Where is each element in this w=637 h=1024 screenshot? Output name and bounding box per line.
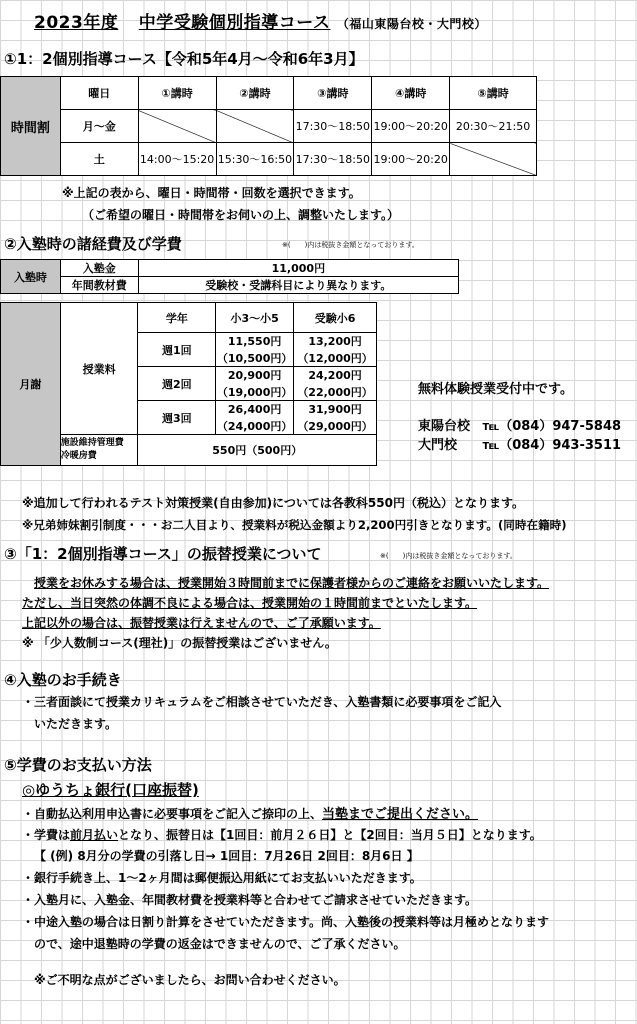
- payment-line5: ・入塾月に、入塾金、年間教材費を授業料等と合わせてご請求させていただきます。: [22, 893, 478, 907]
- tuition-price: 20,900円: [216, 367, 294, 384]
- title-sub: （福山東陽台校・大門校）: [336, 17, 487, 31]
- entry-side-label: 入塾時: [1, 260, 61, 294]
- school1-tel: ℡（084）947-5848: [482, 419, 622, 434]
- schedule-cell: 15:30～16:50: [216, 143, 294, 176]
- schedule-table: [0, 76, 537, 176]
- section2-heading: ②入塾時の諸経費及び学費: [4, 235, 182, 253]
- material-label: 年間教材費: [60, 277, 138, 294]
- schedule-header: ③講時: [294, 77, 372, 110]
- reschedule-line1: 授業をお休みする場合は、授業開始３時間前までに保護者様からのご連絡をお願いいたします。: [34, 576, 550, 590]
- payment-line2: [22, 826, 542, 843]
- tuition-price-ex-tax: （19,000円）: [216, 384, 294, 401]
- section1-note2: （ご希望の曜日・時間帯をお伺いの上、調整いたします。）: [82, 208, 400, 222]
- tuition-price-ex-tax: （22,000円）: [294, 384, 377, 401]
- tuition-row-label: 週2回: [138, 367, 216, 401]
- payment-line2b: 前月払い: [70, 828, 119, 842]
- tuition-label: 授業料: [60, 303, 138, 435]
- tuition-price: 11,550円: [216, 333, 294, 350]
- school1-contact: [418, 415, 621, 434]
- reschedule-line4: ※ 「少人数制コース(理社)」の振替授業はございません。: [22, 636, 337, 650]
- schedule-cell-empty: [450, 143, 537, 176]
- facility-label: [60, 435, 138, 466]
- entry-fee-value: 11,000円: [138, 260, 458, 277]
- facility-value: 550円（500円）: [138, 435, 377, 466]
- reschedule-line3: 上記以外の場合は、振替授業は行えませんので、ご了承願います。: [22, 616, 381, 630]
- schedule-header: ④講時: [372, 77, 450, 110]
- payment-line1a: ・自動払込利用申込書に必要事項をご記入ご捺印の上、: [22, 807, 323, 821]
- tuition-price-ex-tax: （29,000円）: [294, 418, 377, 435]
- schedule-header: ①講時: [138, 77, 216, 110]
- entry-fee-label: 入塾金: [60, 260, 138, 277]
- payment-line7: ので、途中退塾時の学費の返金はできませんので、ご了承ください。: [34, 937, 406, 951]
- section3-tax-note: ※( )内は税抜き金額となっております。: [380, 552, 517, 560]
- title-main: 中学受験個別指導コース: [138, 13, 331, 33]
- title-year: 2023年度: [34, 13, 119, 33]
- tuition-row-label: 週3回: [138, 401, 216, 435]
- payment-line2a: ・学費は: [22, 828, 71, 842]
- section2-note2: ※兄弟姉妹割引制度・・・お二人目より、授業料が税込金額より2,200円引きとなります。(同時在籍時): [22, 518, 567, 532]
- payment-line1b: 当塾までご提出ください。: [322, 807, 479, 822]
- schedule-day: 月～金: [60, 110, 138, 143]
- schedule-cell: 20:30～21:50: [450, 110, 537, 143]
- tuition-price-ex-tax: （24,000円）: [216, 418, 294, 435]
- section3-heading: ③「1：2個別指導コース」の振替授業について: [4, 545, 322, 563]
- schedule-cell-empty: [138, 110, 216, 143]
- col-grade-a: 小3～小5: [216, 303, 294, 333]
- closing-note: ※ご不明な点がございましたら、お問い合わせください。: [34, 973, 346, 987]
- tuition-row-label: 週1回: [138, 333, 216, 367]
- section4-heading: ④入塾のお手続き: [4, 671, 122, 689]
- tuition-price-ex-tax: （12,000円）: [294, 350, 377, 367]
- tuition-price-ex-tax: （10,500円）: [216, 350, 294, 367]
- schedule-cell: 19:00～20:20: [372, 110, 450, 143]
- section1-heading: ①1：2個別指導コース【令和5年4月～令和6年3月】: [4, 50, 364, 68]
- trial-notice: 無料体験授業受付中です。: [418, 382, 573, 397]
- bank-heading: ◎ゆうちょ銀行(口座振替): [22, 781, 199, 799]
- schedule-cell-empty: [216, 110, 294, 143]
- col-grade: 学年: [138, 303, 216, 333]
- payment-example: 【 (例) 8月分の学費の引落し日→ 1回目：7月26日 2回目：8月6日 】: [34, 849, 419, 863]
- schedule-cell: 17:30～18:50: [294, 110, 372, 143]
- monthly-fee-table: [0, 302, 377, 466]
- reschedule-line2: ただし、当日突然の体調不良による場合は、授業開始の１時間前までといたします。: [22, 596, 478, 610]
- material-value: 受験校・受講科目により異なります。: [138, 277, 458, 294]
- payment-line1: [22, 803, 478, 822]
- facility-label-line2: 冷暖房費: [60, 451, 97, 461]
- school2-tel: ℡（084）943-3511: [482, 438, 622, 453]
- school2-name: 大門校: [418, 438, 458, 453]
- schedule-header: 曜日: [60, 77, 138, 110]
- tax-note: ※( )内は税抜き金額となっております。: [282, 241, 419, 249]
- section1-note1: ※上記の表から、曜日・時間帯・回数を選択できます。: [62, 186, 361, 200]
- schedule-day: 土: [60, 143, 138, 176]
- col-grade-b: 受験小6: [294, 303, 377, 333]
- payment-line4: ・銀行手続き上、1～2ヶ月間は郵便振込用紙にてお支払いいただきます。: [22, 871, 422, 885]
- procedure-line2: いただきます。: [34, 717, 118, 731]
- tuition-price: 26,400円: [216, 401, 294, 418]
- schedule-cell: 17:30～18:50: [294, 143, 372, 176]
- schedule-header: ⑤講時: [450, 77, 537, 110]
- facility-label-line1: 施設維持管理費: [60, 438, 124, 448]
- payment-line2c: となり、振替日は【1回目：前月２６日】と【2回目：当月５日】となります。: [118, 828, 542, 842]
- payment-line6: ・中途入塾の場合は日割り計算をさせていただきます。尚、入塾後の授業料等は月極めとなります: [22, 915, 550, 929]
- schedule-side-label: 時間割: [1, 77, 61, 176]
- monthly-side-label: 月謝: [1, 303, 61, 466]
- school2-contact: [418, 434, 621, 453]
- section2-note1: ※追加して行われるテスト対策授業(自由参加)については各教科550円（税込）となります。: [22, 496, 525, 510]
- schedule-cell: 14:00～15:20: [138, 143, 216, 176]
- section5-heading: ⑤学費のお支払い方法: [4, 756, 152, 774]
- procedure-line1: ・三者面談にて授業カリキュラムをご相談させていただき、入塾書類に必要事項をご記入: [22, 695, 502, 709]
- page-title: [34, 8, 487, 33]
- entry-fee-table: [0, 259, 459, 294]
- schedule-header: ②講時: [216, 77, 294, 110]
- tuition-price: 31,900円: [294, 401, 377, 418]
- schedule-cell: 19:00～20:20: [372, 143, 450, 176]
- tuition-price: 24,200円: [294, 367, 377, 384]
- tuition-price: 13,200円: [294, 333, 377, 350]
- school1-name: 東陽台校: [418, 419, 471, 434]
